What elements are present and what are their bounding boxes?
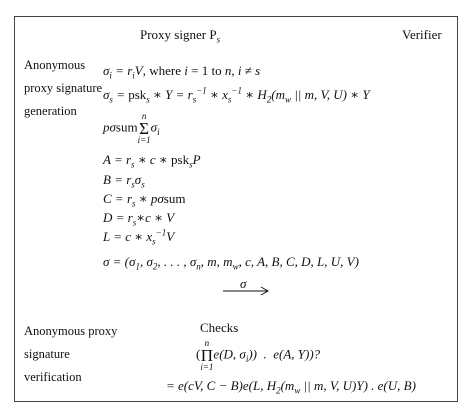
equation-sigma: $\sigma = (\sigma_1$, $\sigma_2$, . . . , $\sigma_n$, m, $m_w$, c, A, B, C, D, L, U, V) — [103, 254, 359, 272]
equation-psum: pσsum n Σ i=1 $\sigma_i$ — [103, 111, 160, 145]
proxy-signer-header: Proxy signer $P_s$ — [140, 27, 221, 45]
equation-A: $A = r_s$ ∗ c ∗ psk$_s$P — [103, 152, 201, 170]
verifier-header: Verifier — [402, 27, 442, 42]
equation-sigma-s: $\sigma_s = psk_s$ ∗ $Y = r_s^{-1}$ ∗ $x_s^{-1}$ ∗ $H_2(m_w$ || m, V, U) ∗ Y — [103, 85, 370, 105]
arrow-label: σ — [240, 276, 247, 291]
equation-sigma-i: $\sigma_i = r_iV$, where i = 1 to n, i ≠ s — [103, 63, 261, 81]
equation-C: $C = r_s$ ∗ pσsum — [103, 191, 186, 209]
equation-L: L = c ∗ $x_s^{-1}V$ — [103, 227, 175, 247]
checks-line-1: ( n Π i=1 e(D, $\sigma_i$)) . e(A, Y))? — [196, 338, 321, 372]
equation-D: $D = r_s∗c$ ∗ V — [103, 210, 175, 228]
generation-label: Anonymous proxy signature generation — [24, 58, 103, 118]
verification-label: Anonymous proxy signature verification — [24, 324, 118, 384]
right-arrow-icon — [222, 285, 270, 297]
checks-title: Checks — [200, 320, 239, 335]
equation-B: $B = r_s\sigma_s$ — [103, 172, 145, 190]
checks-line-2: = e(cV, C − B)e(L, $H_2(m_w$ || m, V, U)Y) . e(U, B) — [166, 378, 416, 396]
